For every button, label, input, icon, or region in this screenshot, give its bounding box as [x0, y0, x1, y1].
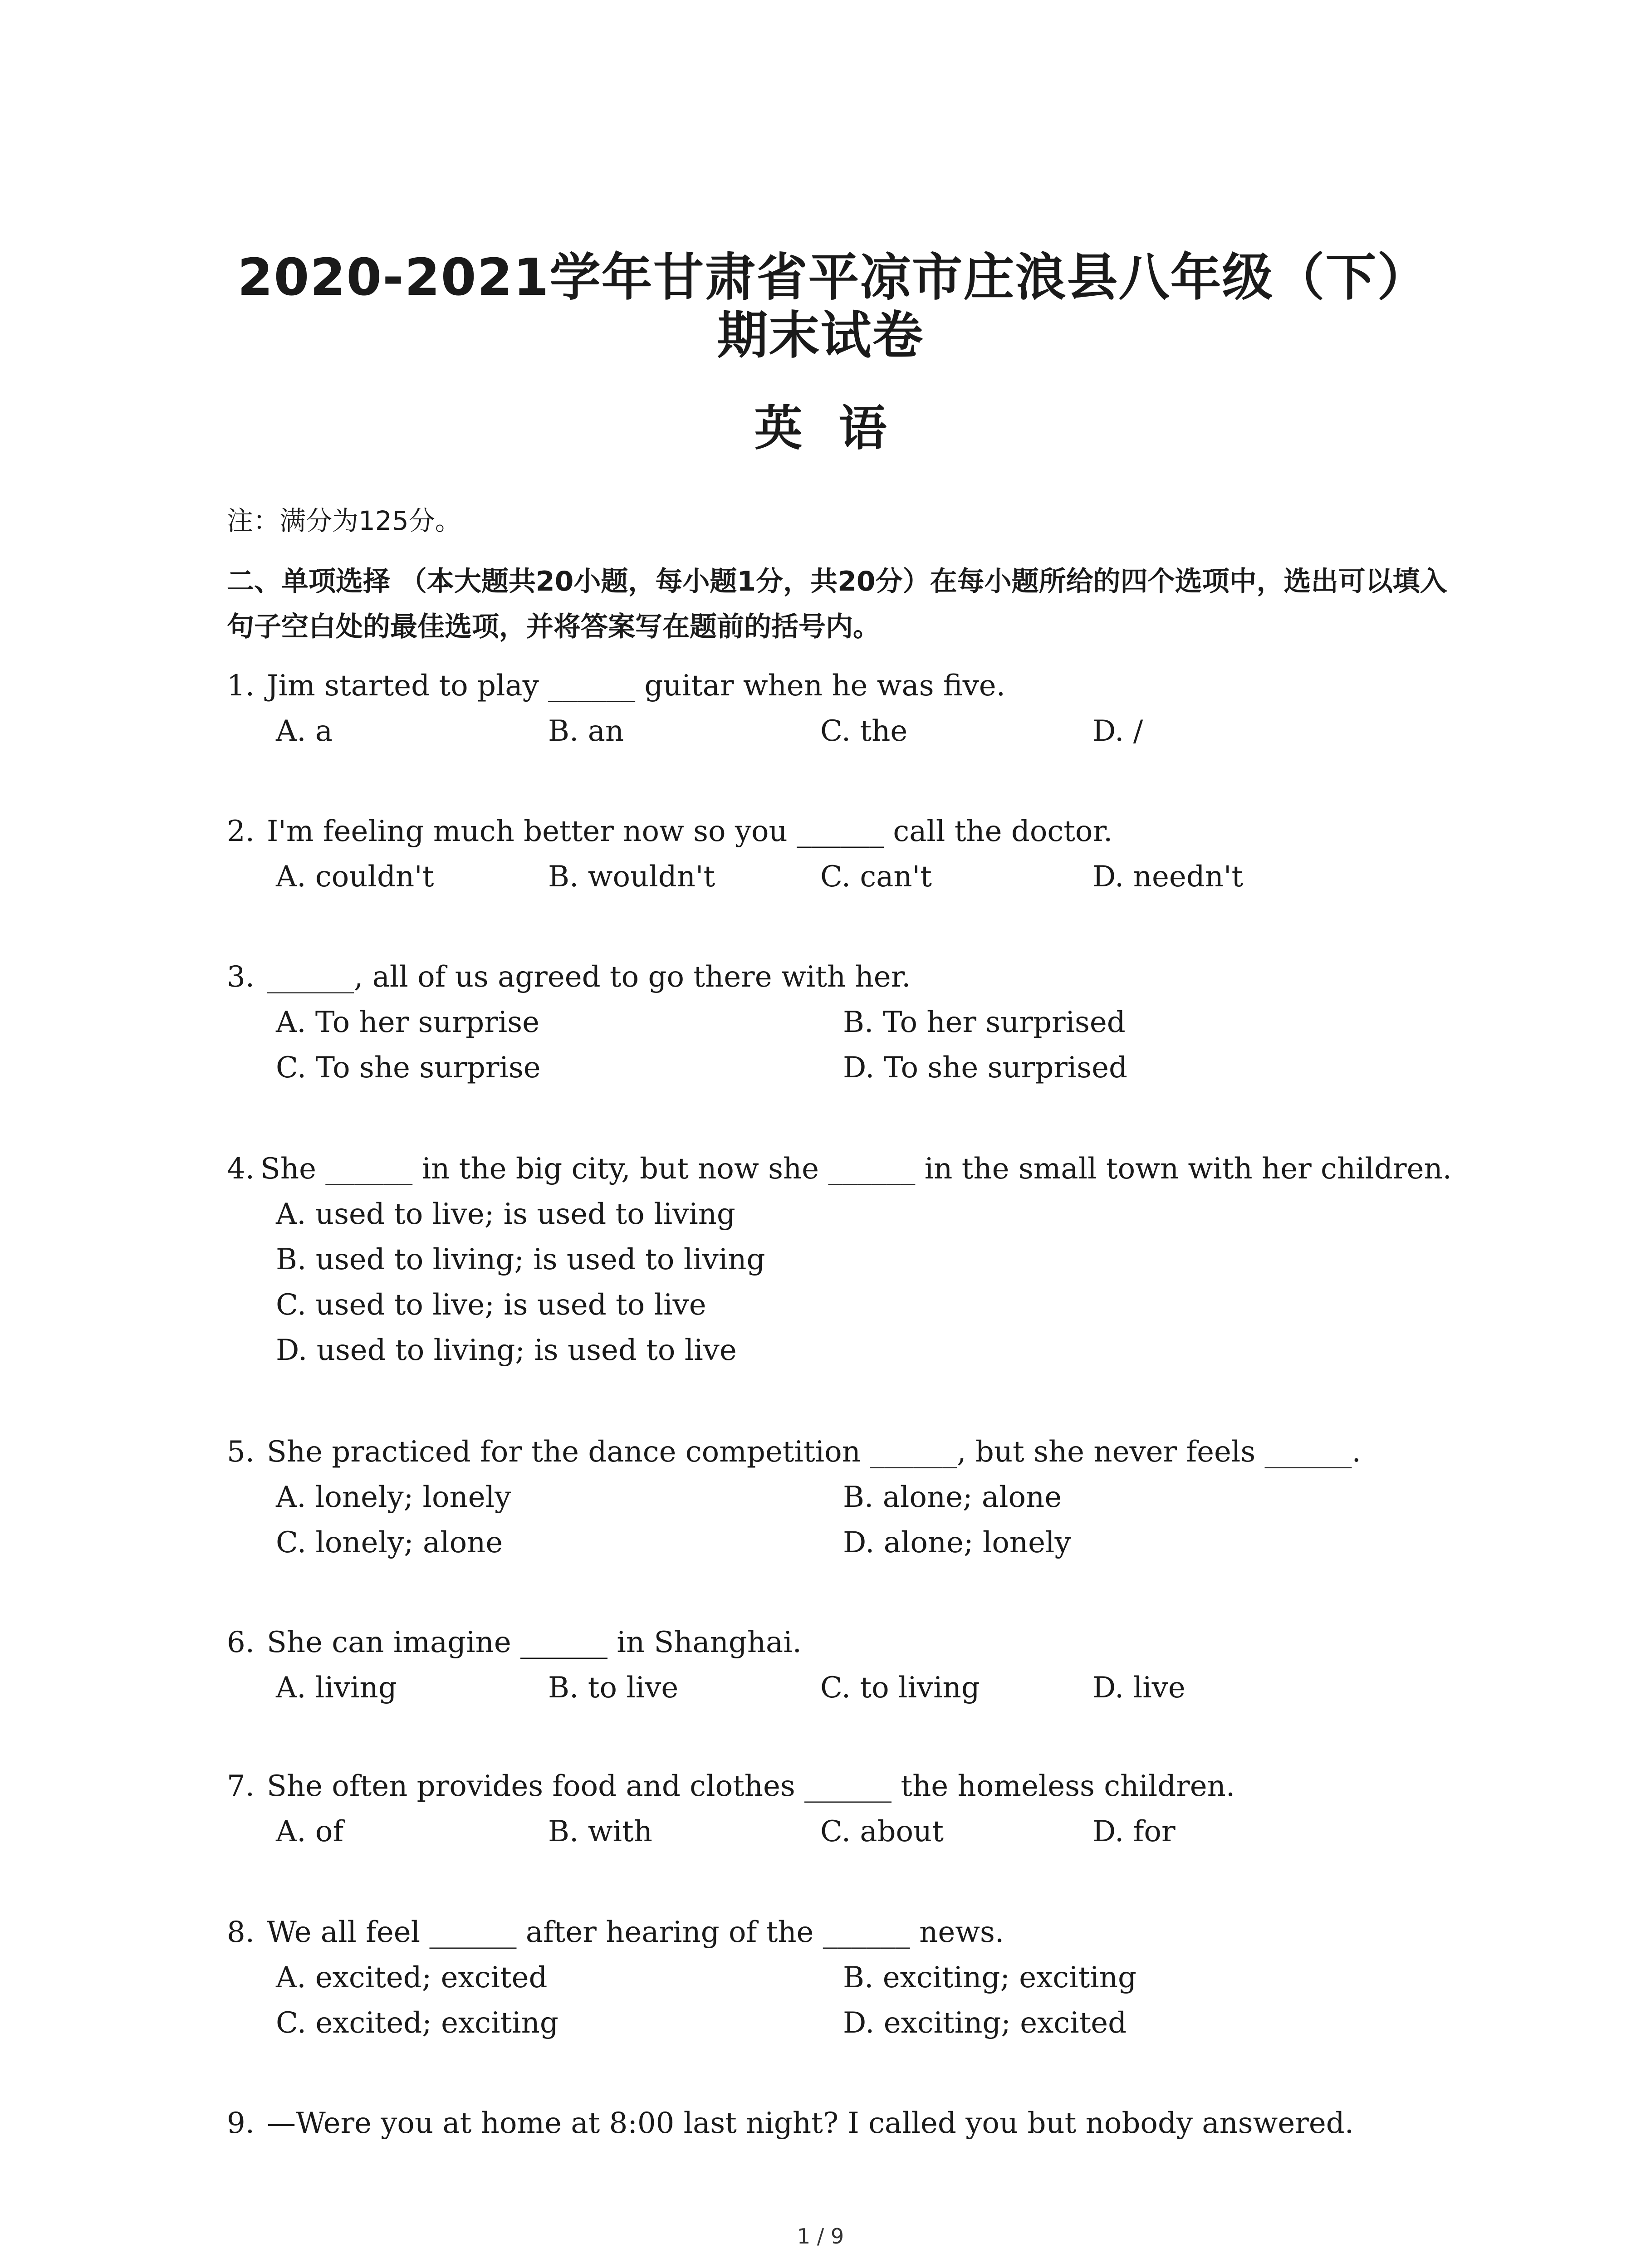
option-a: A. lonely; lonely — [276, 1481, 511, 1514]
option-b: B. to live — [548, 1671, 679, 1705]
exam-title: 2020-2021学年甘肃省平凉市庄浪县八年级（下）期末试卷 — [237, 248, 1404, 365]
option-b: B. To her surprised — [843, 1006, 1126, 1039]
option-d: D. needn't — [1092, 860, 1244, 894]
question-number: 7. — [227, 1769, 255, 1803]
question-number: 4. — [227, 1152, 255, 1186]
section-instructions: 二、单项选择 （本大题共20小题，每小题1分，共20分）在每小题所给的四个选项中，选出可以填入句子空白处的最佳选项，并将答案写在题前的括号内。 — [227, 566, 1447, 643]
option-c: C. excited; exciting — [276, 2006, 558, 2040]
subject-heading: 英语 — [754, 401, 923, 456]
option-a: A. excited; excited — [276, 1961, 548, 1994]
option-c: C. to living — [820, 1671, 980, 1705]
option-d: D. alone; lonely — [843, 1526, 1071, 1559]
question-number: 5. — [227, 1435, 255, 1469]
question-stem: She ______ in the big city, but now she ______ in the small town with her children. — [260, 1152, 1452, 1186]
option-b: B. used to living; is used to living — [276, 1243, 765, 1276]
option-b: B. alone; alone — [843, 1481, 1062, 1514]
question-7 — [227, 1764, 1452, 1854]
question-stem: ______, all of us agreed to go there with her. — [267, 960, 911, 994]
option-a: A. living — [276, 1671, 397, 1705]
question-stem: She can imagine ______ in Shanghai. — [267, 1626, 802, 1659]
question-stem: Jim started to play ______ guitar when he was five. — [267, 669, 1005, 703]
question-9 — [227, 2101, 1452, 2146]
option-a: A. a — [276, 714, 333, 748]
option-c: C. lonely; alone — [276, 1526, 503, 1559]
question-stem: —Were you at home at 8:00 last night? I called you but nobody answered. — [267, 2107, 1354, 2140]
question-stem: I'm feeling much better now so you ______ call the doctor. — [267, 815, 1113, 848]
question-number: 8. — [227, 1916, 255, 1949]
option-b: B. an — [548, 714, 624, 748]
option-a: A. To her surprise — [276, 1006, 539, 1039]
option-c: C. used to live; is used to live — [276, 1288, 706, 1322]
option-a: A. of — [276, 1815, 344, 1848]
option-d: D. / — [1092, 714, 1143, 748]
option-a: A. couldn't — [276, 860, 434, 894]
question-5 — [227, 1429, 1452, 1565]
question-6 — [227, 1620, 1452, 1711]
question-number: 1. — [227, 669, 255, 703]
question-number: 2. — [227, 815, 255, 848]
question-stem: She practiced for the dance competition ______, but she never feels ______. — [267, 1435, 1361, 1469]
option-b: B. with — [548, 1815, 652, 1848]
option-a: A. used to live; is used to living — [276, 1198, 735, 1231]
question-stem: We all feel ______ after hearing of the ______ news. — [267, 1916, 1004, 1949]
question-stem: She often provides food and clothes ______ the homeless children. — [267, 1769, 1235, 1803]
question-8 — [227, 1910, 1452, 2046]
option-d: D. To she surprised — [843, 1051, 1127, 1085]
question-2 — [227, 809, 1452, 899]
option-c: C. the — [820, 714, 908, 748]
question-3 — [227, 954, 1452, 1090]
page-number: 1 / 9 — [797, 2224, 844, 2248]
option-b: B. exciting; exciting — [843, 1961, 1136, 1994]
option-d: D. exciting; excited — [843, 2006, 1127, 2040]
option-c: C. can't — [820, 860, 932, 894]
option-c: C. To she surprise — [276, 1051, 541, 1085]
option-d: D. used to living; is used to live — [276, 1334, 737, 1367]
option-c: C. about — [820, 1815, 944, 1848]
option-d: D. live — [1092, 1671, 1185, 1705]
question-number: 3. — [227, 960, 255, 994]
question-number: 6. — [227, 1626, 255, 1659]
option-d: D. for — [1092, 1815, 1176, 1848]
question-1 — [227, 663, 1452, 754]
option-b: B. wouldn't — [548, 860, 715, 894]
question-number: 9. — [227, 2107, 255, 2140]
question-4 — [227, 1146, 1452, 1373]
score-note: 注：满分为125分。 — [227, 505, 461, 536]
